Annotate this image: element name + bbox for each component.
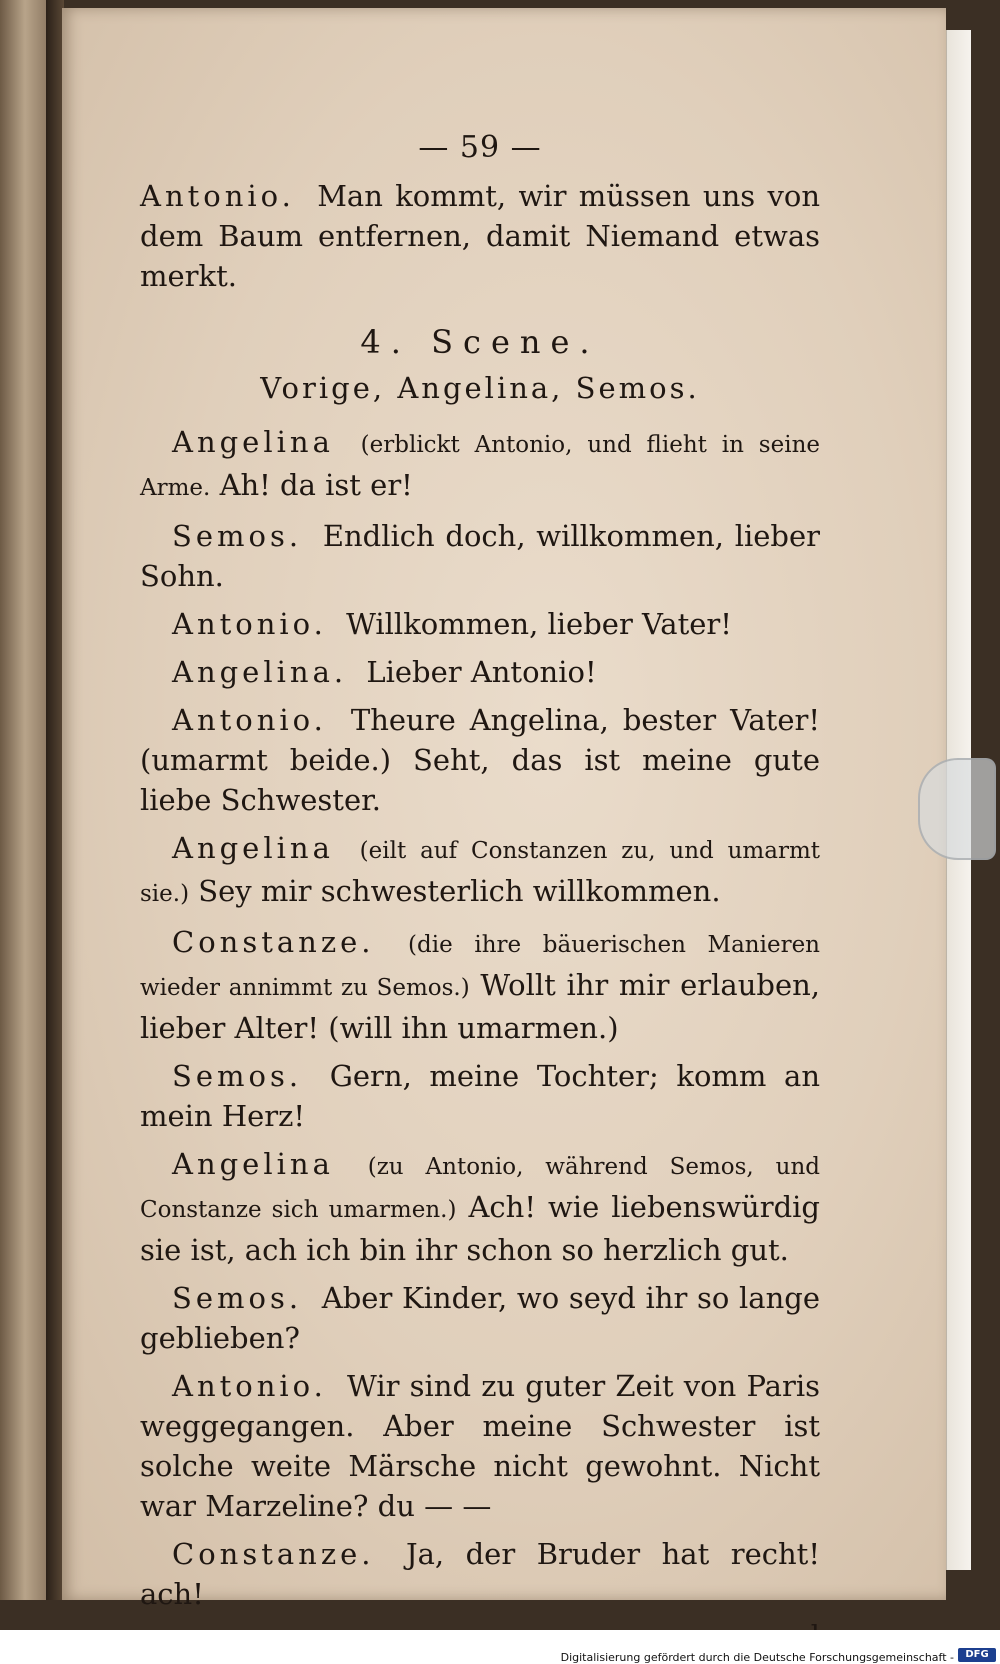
scene-title: 4. Scene. bbox=[360, 323, 600, 361]
speaker: Antonio. bbox=[172, 607, 327, 641]
paragraph bbox=[140, 1056, 820, 1136]
speech: Ach! wie liebenswürdig sie ist, ach ich bin ihr schon so herzlich gut. bbox=[140, 1190, 820, 1267]
speaker: Semos. bbox=[172, 519, 303, 553]
speech: Willkommen, lieber Vater! bbox=[346, 607, 732, 641]
paragraph bbox=[140, 1366, 820, 1526]
page-text bbox=[140, 128, 820, 1656]
speaker: Antonio. bbox=[172, 703, 327, 737]
paragraph bbox=[140, 700, 820, 820]
speech: Ja, der Bruder hat recht! ach! bbox=[140, 1537, 820, 1611]
speech: Ah! da ist er! bbox=[219, 468, 413, 502]
stage-direction: (die ihre bäuerischen Manieren wieder annimmt zu Semos.) bbox=[140, 932, 820, 1001]
speech: Wir sind zu guter Zeit von Paris weggegangen. Aber meine Schwester ist solche weite Märsche nicht gewohnt. Nicht war Marzeline? du — — bbox=[140, 1369, 820, 1523]
paragraph bbox=[140, 516, 820, 596]
speaker: Constanze. bbox=[172, 925, 375, 959]
speech: Aber Kinder, wo seyd ihr so lange geblieben? bbox=[140, 1281, 821, 1355]
paragraph bbox=[140, 176, 820, 296]
paragraph bbox=[140, 1278, 820, 1358]
page-number: — 59 — bbox=[418, 130, 542, 165]
paragraph bbox=[140, 422, 820, 508]
speaker: Angelina bbox=[172, 425, 334, 459]
left-page-edge bbox=[0, 0, 50, 1600]
speaker: Semos. bbox=[172, 1281, 303, 1315]
speech: Lieber Antonio! bbox=[366, 655, 597, 689]
dfg-logo: DFG bbox=[958, 1648, 996, 1662]
speaker: Antonio. bbox=[172, 1369, 327, 1403]
speaker: Angelina. bbox=[172, 655, 348, 689]
speaker: Semos. bbox=[172, 1059, 303, 1093]
stage-direction: (eilt auf Constanzen zu, und umarmt sie.) bbox=[140, 838, 820, 907]
cast-list: Vorige, Angelina, Semos. bbox=[260, 371, 700, 405]
paragraph bbox=[140, 1144, 820, 1270]
stage-direction: (erblickt Antonio, und flieht in seine Arme. bbox=[140, 432, 821, 501]
speech: Gern, meine Tochter; komm an mein Herz! bbox=[140, 1059, 820, 1133]
speaker: Antonio. bbox=[140, 179, 295, 213]
speech: Sey mir schwesterlich willkommen. bbox=[198, 874, 721, 908]
paragraph bbox=[140, 604, 820, 644]
digitization-credit: Digitalisierung gefördert durch die Deutsche Forschungsgemeinschaft - bbox=[560, 1651, 954, 1664]
speaker: Angelina bbox=[172, 1147, 334, 1181]
paragraph bbox=[140, 828, 820, 914]
speech: Wollt ihr mir erlauben, lieber Alter! (will ihn umarmen.) bbox=[140, 968, 821, 1045]
speech: Theure Angelina, bester Vater! (umarmt beide.) Seht, das ist meine gute liebe Schwester. bbox=[140, 703, 821, 817]
speaker: Angelina bbox=[172, 831, 334, 865]
paragraph bbox=[140, 1534, 820, 1614]
speech: Endlich doch, willkommen, lieber Sohn. bbox=[140, 519, 821, 593]
speech: Man kommt, wir müssen uns von dem Baum entfernen, damit Niemand etwas merkt. bbox=[140, 179, 821, 293]
stage-direction: (zu Antonio, während Semos, und Constanze sich umarmen.) bbox=[140, 1154, 820, 1223]
paragraph bbox=[140, 922, 820, 1048]
speaker: Constanze. bbox=[172, 1537, 375, 1571]
page-clip bbox=[918, 758, 996, 860]
paragraph bbox=[140, 652, 820, 692]
